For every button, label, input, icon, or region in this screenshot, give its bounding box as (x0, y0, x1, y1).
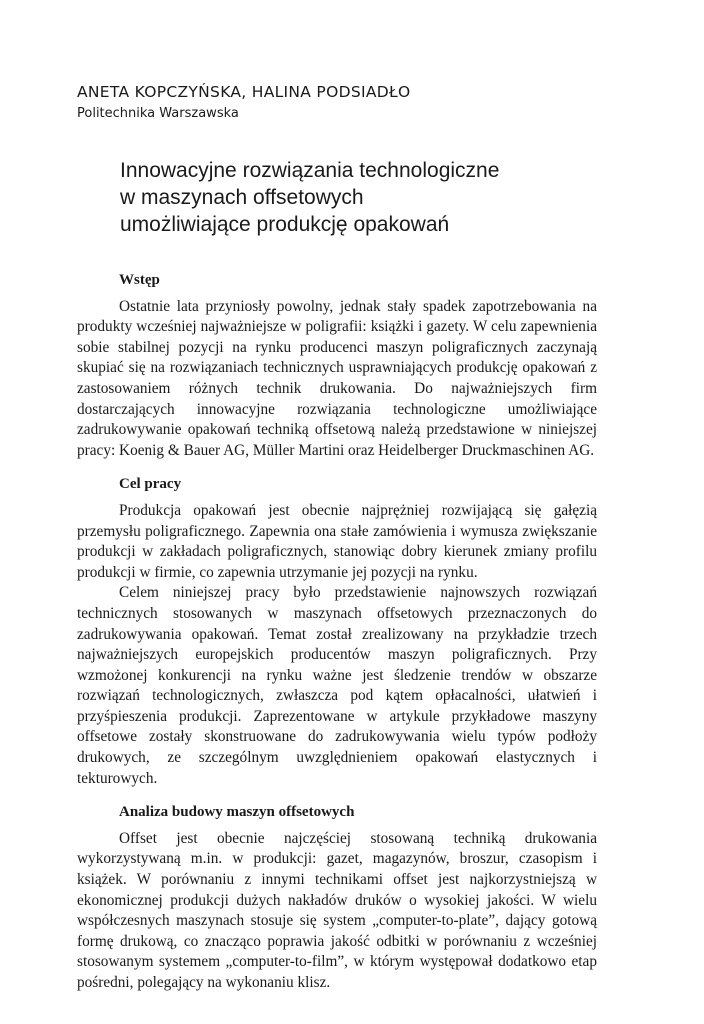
paragraph: Offset jest obecnie najczęściej stosowaną techniką drukowania wykorzystywaną m.in. w produkcji: gazet, magazynów, broszur, czasopism i książek. W porównaniu z innymi technikami offset jest najkorzystniejszą w ekonomicznej produkcji dużych nakładów druków o wysokiej jakości. W wielu współczesnych maszynach stosuje się system „computer-to-plate”, dający gotową formę drukową, co znacząco poprawia jakość odbitki w porównaniu z wcześniej stosowanym systemem „computer-to-film”, w którym występował dodatkowo etap pośredni, polegający na wykonaniu klisz. (77, 829, 597, 991)
affiliation-line: Politechnika Warszawska (77, 106, 239, 121)
title-line: w maszynach offsetowych (120, 186, 364, 209)
paragraph: Produkcja opakowań jest obecnie najprężniej rozwijającą się gałęzią przemysłu poligraficznego. Zapewnia ona stałe zamówienia i wymusza zwiększanie produkcji w zakładach poligraficznych, stanowiąc dobry kierunek zmiany profilu produkcji w firmie, co zapewnia utrzymanie jej pozycji na rynku. (77, 501, 597, 581)
authors-line: ANETA KOPCZYŃSKA, HALINA PODSIADŁO (77, 83, 411, 101)
article-body (77, 270, 597, 994)
section-heading-intro: Wstęp (119, 272, 160, 288)
section-heading-goal: Cel pracy (119, 476, 182, 493)
paragraph: Ostatnie lata przyniosły powolny, jednak stały spadek zapotrzebowania na produkty wcześniej najważniejsze w poligrafii: książki i gazety. W celu zapewnienia sobie stabilnej pozycji na rynku producenci maszyn poligraficznych zaczynają skupiać się na rozwiązaniach technicznych usprawniających produkcję opakowań z zastosowaniem różnych technik drukowania. Do najważniejszych firm dostarczających innowacyjne rozwiązania technologiczne umożliwiające zadrukowywanie opakowań techniką offsetową należą przedstawione w niniejszej pracy: Koenig & Bauer AG, Müller Martini oraz Heidelberger Druckmaschinen AG. (77, 297, 597, 459)
title-line: Innowacyjne rozwiązania technologiczne (120, 159, 500, 182)
paragraph: Celem niniejszej pracy było przedstawienie najnowszych rozwiązań technicznych stosowanych w maszynach offsetowych przeznaczonych do zadrukowywania opakowań. Temat został zrealizowany na przykładzie trzech najważniejszych europejskich producentów maszyn poligraficznych. Przy wzmożonej konkurencji na rynku ważne jest śledzenie trendów w obszarze rozwiązań technologicznych, zwłaszcza pod kątem opłacalności, ułatwień i przyśpieszenia produkcji. Zaprezentowane w artykule przykładowe maszyny offsetowe zostały skonstruowane do zadrukowywania wielu typów podłoży drukowych, ze szczególnym uwzględnieniem opakowań elastycznych i tekturowych. (77, 584, 597, 787)
section-heading-analysis: Analiza budowy maszyn offsetowych (119, 804, 355, 821)
title-line: umożliwiające produkcję opakowań (120, 213, 450, 236)
paper-title (120, 157, 640, 238)
